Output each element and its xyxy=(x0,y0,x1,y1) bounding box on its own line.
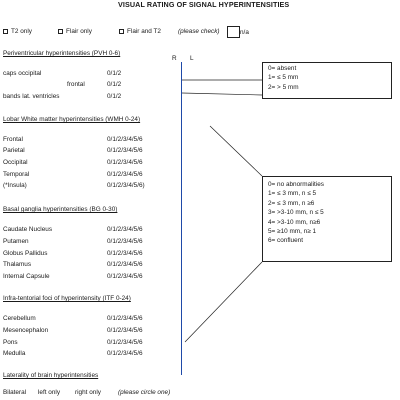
legend-entry: 2= > 5 mm xyxy=(268,83,299,91)
itf-row-scale[interactable]: 0/1/2/3/4/5/6 xyxy=(107,327,143,334)
wmh-row-label: Parietal xyxy=(3,147,25,154)
laterality-option-left-only[interactable]: left only xyxy=(38,389,61,396)
bg-row-label: Internal Capsule xyxy=(3,273,50,280)
itf-row-scale[interactable]: 0/1/2/3/4/5/6 xyxy=(107,339,143,346)
pvh-row-label: caps occipital xyxy=(3,70,42,77)
legend-entry: 3= >3-10 mm, n ≤ 5 xyxy=(268,209,324,217)
bg-row-label: Thalamus xyxy=(3,261,32,268)
wmh-row-label: Occipital xyxy=(3,159,28,166)
bg-row-label: Globus Pallidus xyxy=(3,250,48,257)
wmh-row-scale[interactable]: 0/1/2/3/4/5/6 xyxy=(107,147,143,154)
wmh-row-label: Temporal xyxy=(3,171,30,178)
wmh-row-scale[interactable]: 0/1/2/3/4/5/6) xyxy=(107,182,145,189)
na-label: n/a xyxy=(240,29,249,36)
side-label-left: L xyxy=(190,55,194,62)
itf-heading: Infra-tentorial foci of hyperintensity (ITF 0-24) xyxy=(3,295,131,302)
itf-row-scale[interactable]: 0/1/2/3/4/5/6 xyxy=(107,315,143,322)
form-title: VISUAL RATING OF SIGNAL HYPERINTENSITIES xyxy=(118,0,290,9)
bg-row-scale[interactable]: 0/1/2/3/4/5/6 xyxy=(107,273,143,280)
checkbox-label: Flair only xyxy=(66,28,92,35)
bg-row-label: Caudate Nucleus xyxy=(3,226,53,233)
pvh-row-scale[interactable]: 0/1/2 xyxy=(107,81,122,88)
legend-entry: 0= absent xyxy=(268,65,297,72)
please-check-note: (please check) xyxy=(178,28,220,35)
legend-entry: 5= ≥10 mm, n≥ 1 xyxy=(268,227,317,235)
checkbox-label: Flair and T2 xyxy=(127,28,161,35)
wmh-row-scale[interactable]: 0/1/2/3/4/5/6 xyxy=(107,171,143,178)
checkbox-label: T2 only xyxy=(11,28,32,35)
itf-row-label: Cerebellum xyxy=(3,315,36,322)
legend-entry: 4= >3-10 mm, n≥6 xyxy=(268,218,321,226)
itf-row-label: Mesencephalon xyxy=(3,327,49,334)
itf-row-scale[interactable]: 0/1/2/3/4/5/6 xyxy=(107,350,143,357)
pvh-row-label: frontal xyxy=(67,81,85,88)
bg-row-scale[interactable]: 0/1/2/3/4/5/6 xyxy=(107,250,143,257)
laterality-option-bilateral[interactable]: Bilateral xyxy=(3,389,27,396)
itf-row-label: Medulla xyxy=(3,350,26,357)
legend-entry: 1= ≤ 3 mm, n ≤ 5 xyxy=(268,190,317,198)
bg-row-label: Putamen xyxy=(3,238,29,245)
pvh-scale-legend xyxy=(262,62,392,99)
laterality-option-right-only[interactable]: right only xyxy=(75,389,101,396)
wmh-row-label: (*Insula) xyxy=(3,182,27,189)
lesion-scale-legend xyxy=(262,176,392,262)
pvh-heading: Periventricular hyperintensities (PVH 0-6) xyxy=(3,50,121,57)
pvh-row-scale[interactable]: 0/1/2 xyxy=(107,93,122,100)
itf-row-label: Pons xyxy=(3,339,18,346)
wmh-heading: Lobar White matter hyperintensities (WMH 0-24) xyxy=(3,116,141,123)
wmh-row-scale[interactable]: 0/1/2/3/4/5/6 xyxy=(107,136,143,143)
bg-row-scale[interactable]: 0/1/2/3/4/5/6 xyxy=(107,261,143,268)
legend-entry: 2= ≤ 3 mm, n ≥6 xyxy=(268,199,315,207)
wmh-row-label: Frontal xyxy=(3,136,23,143)
legend-entry: 0= no abnormalities xyxy=(268,181,324,188)
bg-heading: Basal ganglia hyperintensities (BG 0-30) xyxy=(3,206,118,213)
bg-row-scale[interactable]: 0/1/2/3/4/5/6 xyxy=(107,226,143,233)
legend-entry: 6= confluent xyxy=(268,237,303,245)
pvh-row-scale[interactable]: 0/1/2 xyxy=(107,70,122,77)
please-circle-note: (please circle one) xyxy=(118,389,171,396)
bg-row-scale[interactable]: 0/1/2/3/4/5/6 xyxy=(107,238,143,245)
laterality-heading: Laterality of brain hyperintensities xyxy=(3,372,99,379)
pvh-row-label: bands lat. ventricles xyxy=(3,93,60,100)
wmh-row-scale[interactable]: 0/1/2/3/4/5/6 xyxy=(107,159,143,166)
legend-entry: 1= ≤ 5 mm xyxy=(268,74,299,82)
side-label-right: R xyxy=(172,55,177,62)
